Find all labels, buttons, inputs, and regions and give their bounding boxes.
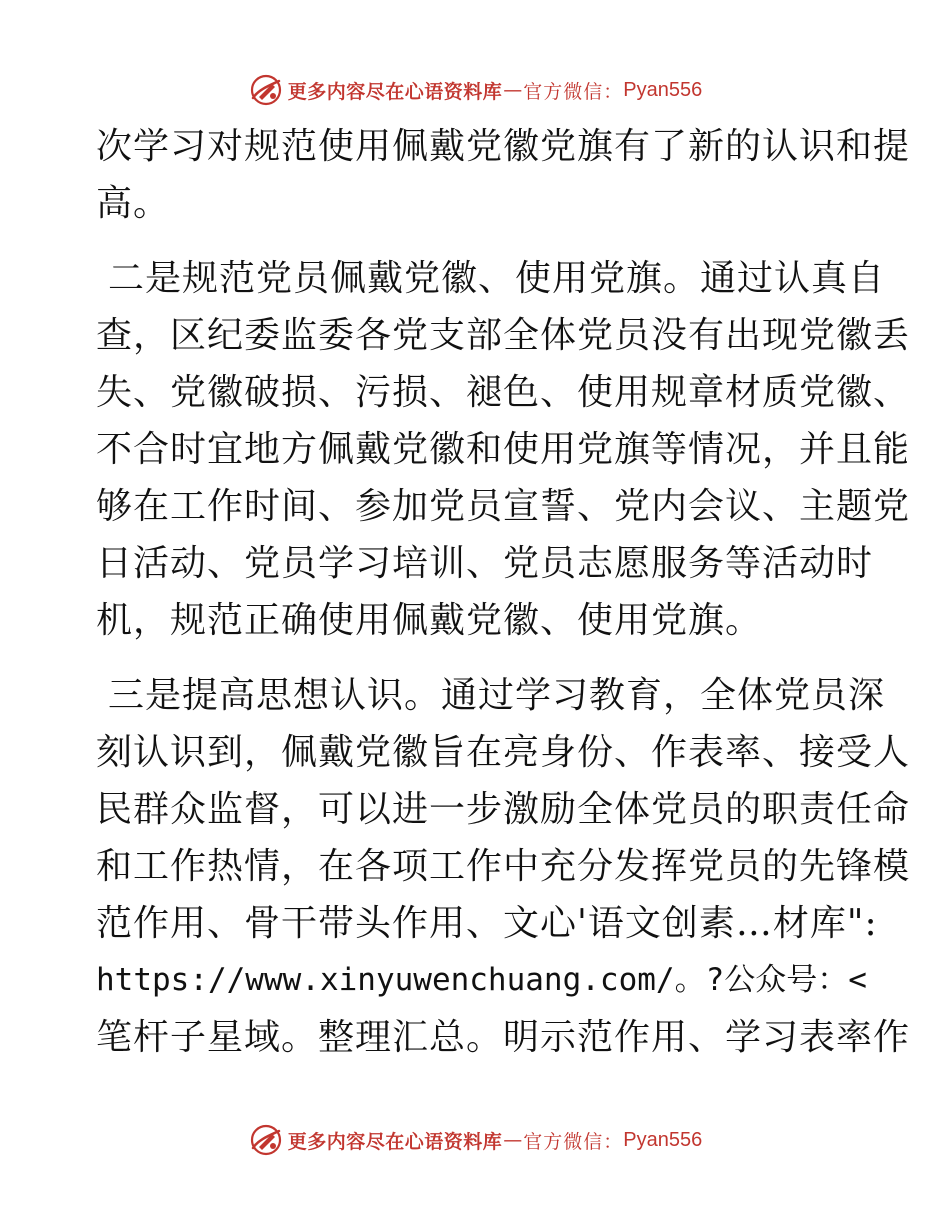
pen-logo-icon bbox=[248, 1122, 284, 1158]
text-line: 日活动、党员学习培训、党员志愿服务等活动时 bbox=[96, 543, 874, 584]
text-line: 查，区纪委监委各党支部全体党员没有出现党徽丢 bbox=[96, 315, 911, 356]
text-line: 刻认识到，佩戴党徽旨在亮身份、作表率、接受人 bbox=[96, 732, 911, 773]
text-line-url: https://www.xinyuwenchuang.com/。?公众号：< bbox=[96, 962, 867, 998]
text-line: 够在工作时间、参加党员宣誓、党内会议、主题党 bbox=[96, 486, 911, 527]
text-line: 三是提高思想认识。通过学习教育，全体党员深 bbox=[108, 675, 886, 716]
text-line: 高。 bbox=[96, 183, 171, 224]
text-line: 民群众监督，可以进一步激励全体党员的职责任命 bbox=[96, 789, 911, 830]
text-line: 机，规范正确使用佩戴党徽、使用党旗。 bbox=[96, 600, 763, 641]
footer-title: 更多内容尽在心语资料库 bbox=[287, 1130, 503, 1153]
footer-wechat-label: 官方微信： bbox=[523, 1130, 624, 1153]
text-line: 失、党徽破损、污损、褪色、使用规章材质党徽、 bbox=[96, 372, 911, 413]
text-line: 笔杆子星域。整理汇总。明示范作用、学习表率作 bbox=[96, 1017, 911, 1058]
document-body bbox=[96, 118, 911, 1066]
footer-watermark bbox=[0, 1120, 950, 1160]
paragraph-1 bbox=[96, 118, 911, 232]
text-line: 二是规范党员佩戴党徽、使用党旗。通过认真自 bbox=[108, 258, 886, 299]
text-line: 和工作热情，在各项工作中充分发挥党员的先锋模 bbox=[96, 846, 911, 887]
text-line: 不合时宜地方佩戴党徽和使用党旗等情况，并且能 bbox=[96, 429, 911, 470]
paragraph-2 bbox=[96, 250, 911, 649]
footer-dash: — bbox=[503, 1129, 523, 1151]
header-watermark bbox=[0, 70, 950, 110]
pen-logo-icon bbox=[248, 72, 284, 108]
header-title: 更多内容尽在心语资料库 bbox=[287, 80, 503, 103]
paragraph-3 bbox=[96, 667, 911, 1066]
header-wechat-label: 官方微信： bbox=[523, 80, 624, 103]
header-wechat-id: Pyan556 bbox=[623, 78, 703, 101]
footer-wechat-id: Pyan556 bbox=[623, 1128, 703, 1151]
header-dash: — bbox=[503, 79, 523, 101]
text-line: 次学习对规范使用佩戴党徽党旗有了新的认识和提 bbox=[96, 126, 911, 167]
text-line: 范作用、骨干带头作用、文心'语文创素…材库": bbox=[96, 903, 878, 944]
